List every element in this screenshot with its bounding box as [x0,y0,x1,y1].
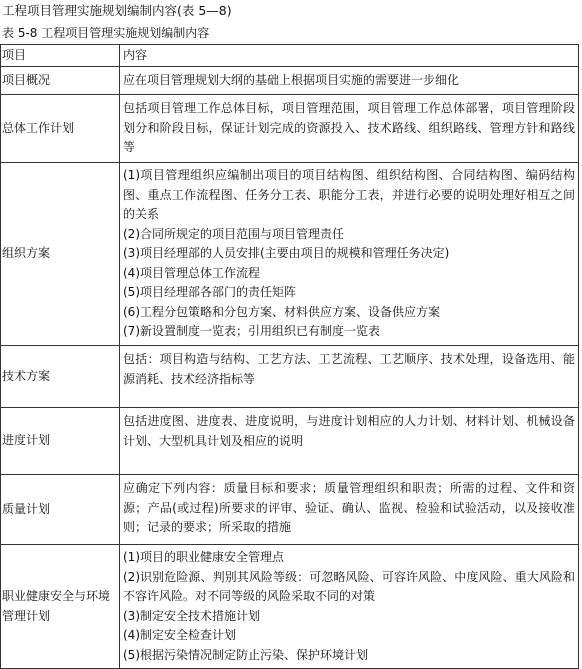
list-item: (5)项目经理部各部门的责任矩阵 [123,285,296,300]
list-item: (4)项目管理总体工作流程 [123,265,260,280]
table-row [1,163,579,346]
row-name: 技术方案 [1,346,120,408]
list-item: (3)制定安全技术措施计划 [123,608,260,623]
row-content: 应确定下列内容：质量目标和要求；质量管理组织和职责；所需的过程、文件和资源；产品(或过程)所要求的评审、验证、确认、监视、检验和试验活动，以及接收准则；记录的要求；所采取的措施 [120,475,579,545]
row-name: 进度计划 [1,408,120,475]
list-item: (2)识别危险源、判别其风险等级：可忽略风险、可容许风险、中度风险、重大风险和不容许风险。对不同等级的风险采取不同的对策 [123,569,575,603]
row-content: 包括项目管理工作总体目标，项目管理范围，项目管理工作总体部署，项目管理阶段划分和阶段目标，保证计划完成的资源投入、技术路线、组织路线、管理方针和路线等 [120,95,579,163]
table-caption: 表 5-8 工程项目管理实施规划编制内容 [2,26,210,40]
table-row [1,346,579,408]
table-row [1,408,579,475]
row-content-list [120,545,579,669]
table-row [1,95,579,163]
header-content: 内容 [120,45,579,67]
row-content: 包括进度图、进度表、进度说明，与进度计划相应的人力计划、材料计划、机械设备计划、大型机具计划及相应的说明 [120,408,579,475]
list-item: (6)工程分包策略和分包方案、材料供应方案、设备供应方案 [123,304,441,319]
list-item: (7)新设置制度一览表；引用组织已有制度一览表 [123,324,380,339]
table-row [1,545,579,669]
row-name: 总体工作计划 [1,95,120,163]
header-project: 项目 [1,45,120,67]
row-content: 包括：项目构造与结构、工艺方法、工艺流程、工艺顺序、技术处理，设备选用、能源消耗、技术经济指标等 [120,346,579,408]
list-item: (1)项目的职业健康安全管理点 [123,550,284,564]
list-item: (5)根据污染情况制定防止污染、保护环境计划 [123,647,368,662]
table-row [1,475,579,545]
list-item: (1)项目管理组织应编制出项目的项目结构图、组织结构图、合同结构图、编码结构图、重点工作流程图、任务分工表、职能分工表，并进行必要的说明处理好相互之间的关系 [123,168,575,222]
plan-content-table [0,44,579,669]
row-name: 职业健康安全与环境管理计划 [1,545,120,669]
list-item: (3)项目经理部的人员安排(主要由项目的规模和管理任务决定) [123,246,450,261]
row-name: 质量计划 [1,475,120,545]
table-row [1,67,579,95]
row-name: 项目概况 [1,67,120,95]
page-heading: 工程项目管理实施规划编制内容(表 5—8) [2,3,232,18]
table-header-row [1,45,579,67]
row-content: 应在项目管理规划大纲的基础上根据项目实施的需要进一步细化 [120,67,579,95]
list-item: (2)合同所规定的项目范围与项目管理责任 [123,226,344,241]
row-name: 组织方案 [1,163,120,346]
row-content-list [120,163,579,346]
list-item: (4)制定安全检查计划 [123,628,236,642]
